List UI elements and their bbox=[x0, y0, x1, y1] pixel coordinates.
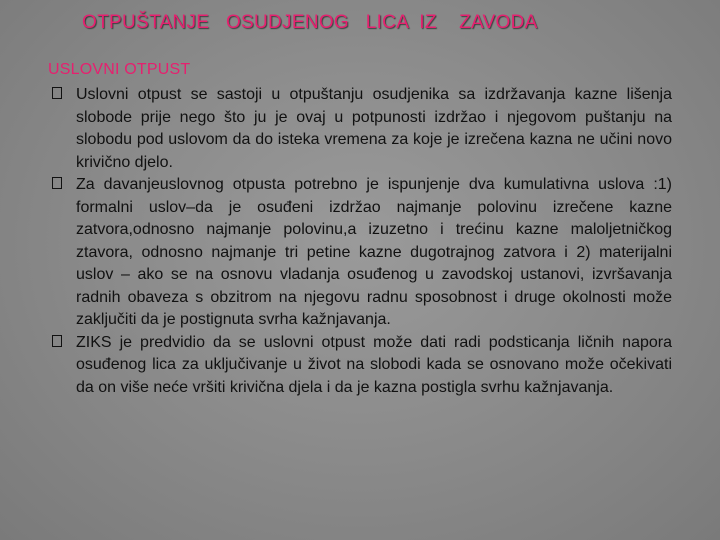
list-item bbox=[52, 84, 672, 174]
square-bullet-icon bbox=[52, 87, 62, 99]
bullet-list bbox=[52, 84, 672, 399]
bullet-text: Uslovni otpust se sastoji u otpuštanju osudjenika sa izdržavanja kazne lišenja slobode prije nego što ju je ovaj u potpunosti izdržao i njegovom puštanju na slobodu pod uslovom da do isteka vremena za koje je izrečena kazna ne učini novo krivično djelo. bbox=[76, 86, 672, 171]
bullet-text: ZIKS je predvidio da se uslovni otpust može dati radi podsticanja ličnih napora osuđenog lica za uključivanje u život na slobodi kada se osnovano može očekivati da on više neće vršiti krivična djela i da je kazna postigla svrhu kažnjavanja. bbox=[76, 333, 672, 396]
list-item bbox=[52, 332, 672, 400]
slide-title: OTPUŠTANJE OSUDJENOG LICA IZ ZAVODA bbox=[82, 12, 538, 33]
section-heading: USLOVNI OTPUST bbox=[48, 61, 191, 78]
list-item bbox=[52, 174, 672, 332]
bullet-text: Za davanjeuslovnog otpusta potrebno je ispunjenje dva kumulativna uslova :1) formalni uslov–da je osuđeni izdržao najmanje polovinu izrečene kazne zatvora,odnosno najmanje polovinu,a izuzetno i trećinu kazne maloljetničkog ztavora, odnosno najmanje tri petine kazne dugotrajnog zatvora i 2) materijalni uslov – ako se na osnovu vladanja osuđenog u zavodskoj ustanovi, izvršavanja radnih obaveza s obzitrom na njegovu radnu sposobnost i druge okolnosti može zaključiti da je postignuta svrha kažnjavanja. bbox=[76, 176, 672, 328]
square-bullet-icon bbox=[52, 177, 62, 189]
square-bullet-icon bbox=[52, 335, 62, 347]
